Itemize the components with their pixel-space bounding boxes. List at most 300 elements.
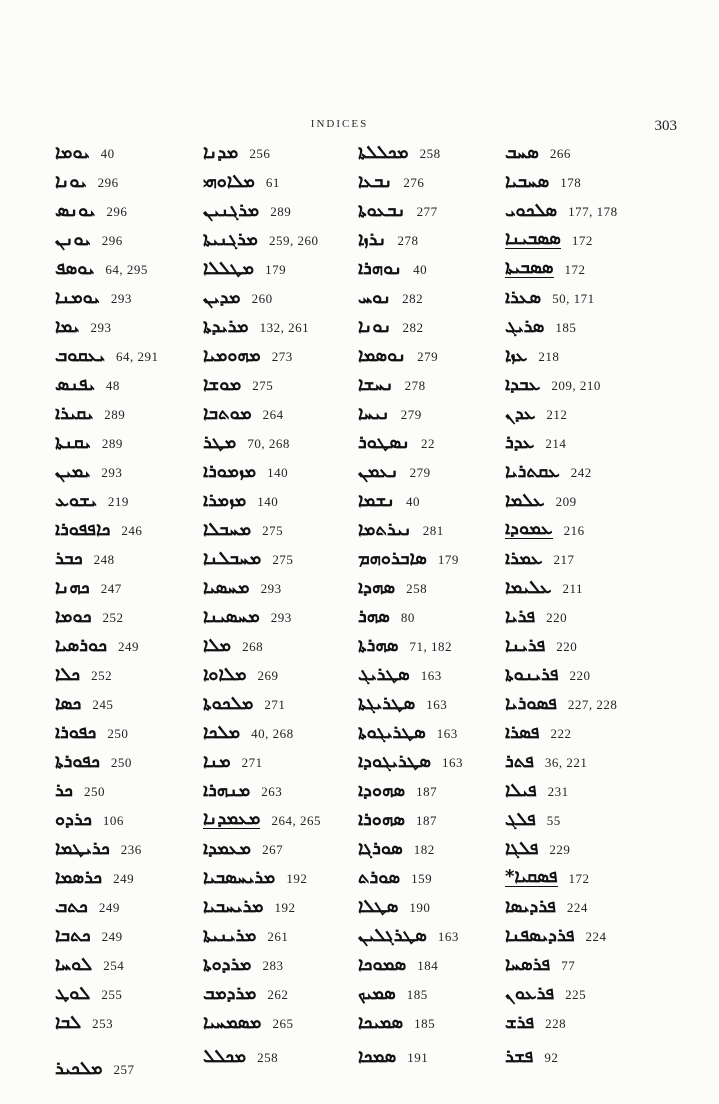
page-ref: 249 [98,899,120,915]
page-ref: 271 [241,754,263,770]
syriac-word: ܡܘܫܐ [203,373,242,395]
syriac-word: ܟܒܪ [55,547,83,569]
page-ref: 40 [406,493,421,509]
page-ref: 289 [101,435,123,451]
running-head [0,118,719,134]
page-ref: 296 [97,174,119,190]
syriac-word: ܦܪܕܝܣܦܢܐ [505,924,575,946]
index-entry [203,979,361,1008]
syriac-word: ܥܠܝܡܐ [505,576,552,598]
page-ref: 252 [102,609,124,625]
syriac-word: ܟܘܡܐ [55,605,92,627]
syriac-word: ܣܡܘܟܐ [358,953,407,975]
syriac-word: ܟܪ [55,779,73,801]
index-entry [55,341,205,370]
page-ref: 179 [265,261,287,277]
page-ref: 263 [261,783,283,799]
index-entry [55,399,205,428]
page-ref: 177, 178 [568,203,618,219]
page-ref: 277 [416,203,438,219]
index-entry [358,718,506,747]
index-entry [203,457,361,486]
syriac-word: ܡܕܝܢ [203,286,241,308]
page-ref: 140 [267,464,289,480]
index-entry [203,544,361,573]
syriac-word: ܣܣܒܝܬܐ [505,257,554,278]
page-ref: 61 [265,174,280,190]
syriac-word: ܝܩܢܬܐ [55,431,91,453]
index-entry [203,921,361,950]
syriac-word: ܦܪܝܢܐ [505,634,546,656]
syriac-word: ܢܝܚܐ [358,402,390,424]
syriac-word: ܥܡܪܐ [505,547,543,569]
page-ref: 267 [262,841,284,857]
index-entry [505,486,700,515]
syriac-word: ܠܒܐ [55,1011,82,1033]
index-entry [358,950,506,979]
page-ref: 163 [436,725,458,741]
index-entry [203,283,361,312]
index-entry [505,689,700,718]
syriac-word: ܡܪܕܘܬܐ [203,953,252,975]
page-ref: 179 [437,551,459,567]
index-entry [55,805,205,834]
index-entry [55,718,205,747]
page-ref: 50, 171 [552,290,595,306]
syriac-word: ܡܠܐ [203,634,232,656]
syriac-word: ܡܪܓܢܝܬܐ [203,228,258,250]
syriac-word: ܦܣܘܪܝܐ [505,692,557,714]
index-entry [55,486,205,515]
page-ref: 22 [421,435,436,451]
page-ref: 70, 268 [247,435,290,451]
index-entry [55,138,205,167]
index-entry [203,631,361,660]
page-ref: 282 [402,319,424,335]
syriac-word: ܡܠܟܝܪ [55,1057,103,1079]
index-entry [55,921,205,950]
page-ref: 275 [272,551,294,567]
syriac-word: ܢܝܪܬܡܐ [358,518,412,540]
syriac-word: ܝܘܢܐ [55,170,87,192]
index-entry [358,602,506,631]
index-entry [505,892,700,921]
page-ref: 245 [92,696,114,712]
index-entry [203,370,361,399]
index-entry [358,747,506,776]
index-entry [358,138,506,167]
index-entry [55,979,205,1008]
syriac-word: ܝܦܢܣ [55,373,95,395]
syriac-word: ܦܪܝܢܘܬܐ [505,663,559,685]
page-ref: 265 [272,1015,294,1031]
syriac-word: ܥܙܐ [505,344,528,366]
page-ref: 271 [264,696,286,712]
page-ref: 276 [403,174,425,190]
syriac-word: ܣܗܘܪܐ [358,808,405,830]
page-ref: 163 [426,696,448,712]
index-entry [55,312,205,341]
syriac-word: ܦܪܝܐ [505,605,536,627]
syriac-word: ܡܪܓܢܝܢ [203,199,260,221]
index-entry [358,1042,506,1071]
syriac-word: ܡܚܒܠܢܐ [203,547,262,569]
syriac-word: ܦܪܫ [505,1011,535,1033]
syriac-word: ܝܥܩܘܒ [55,344,106,366]
page-ref: 209 [555,493,577,509]
page-ref: 258 [257,1049,279,1065]
syriac-word: ܢܣܛܘܪ [358,431,411,453]
syriac-word: ܦܠܓ [505,808,536,830]
page-ref: 36, 221 [544,754,588,770]
index-entry [203,515,361,544]
index-entry [358,544,506,573]
page-ref: 250 [110,754,132,770]
index-entry [55,834,205,863]
page-ref: 279 [417,348,439,364]
page-ref: 269 [257,667,279,683]
page-ref: 293 [101,464,123,480]
syriac-word: ܡܟܠܠܬܐ [358,141,409,163]
page-ref: 185 [555,319,577,335]
index-entry [203,834,361,863]
page-ref: 296 [101,232,123,248]
index-entry [55,660,205,689]
page-ref: 229 [549,841,571,857]
page-ref: 247 [100,580,122,596]
page-ref: 256 [249,145,271,161]
index-entry [505,457,700,486]
syriac-word: ܡܪܕܡܒ [203,982,257,1004]
syriac-word: ܥܕܢ [505,402,536,424]
page-ref: 222 [550,725,572,741]
page-ref: 253 [92,1015,114,1031]
syriac-word: ܥܕܪ [505,431,535,453]
page-ref: 289 [104,406,126,422]
page-ref: 219 [107,493,129,509]
index-entry [203,138,361,167]
page-ref: 224 [566,899,588,915]
page-ref: 296 [106,203,128,219]
index-entry [55,428,205,457]
index-entry [505,341,700,370]
index-entry [505,747,700,776]
index-entry [358,399,506,428]
syriac-word: ܣܘܪܓܐ [358,837,403,859]
index-entry [55,863,205,892]
index-entry [358,341,506,370]
index-entry [203,602,361,631]
index-entry [203,167,361,196]
index-entry [358,863,506,892]
index-entry [505,950,700,979]
syriac-word: ܡܟܠܠ [203,1045,247,1067]
index-entry [505,573,700,602]
index-entry [55,515,205,544]
syriac-word: ܦܣܩܝܐ* [505,866,558,887]
page-ref: 185 [406,986,428,1002]
page-ref: 248 [93,551,115,567]
index-entry [505,312,700,341]
page-ref: 261 [267,928,289,944]
index-entry [505,834,700,863]
page-ref: 64, 295 [105,261,148,277]
index-entry [358,283,506,312]
index-entry [55,457,205,486]
page-ref: 282 [402,290,424,306]
syriac-word: ܣܥܪܐ [505,286,542,308]
syriac-word: ܡܢܗܪܐ [203,779,251,801]
page-ref: 279 [409,464,431,480]
page-ref: 190 [409,899,431,915]
syriac-word: ܦܠܓܐ [505,837,539,859]
syriac-word: ܣܠܟܘܝ [505,199,558,221]
page-ref: 172 [571,232,593,248]
syriac-word: ܣܗܪܬܐ [358,634,399,656]
page-ref: 192 [286,870,308,886]
syriac-word: ܣܘܪܬ [358,866,401,888]
index-entry [358,225,506,254]
index-entry [55,370,205,399]
page-ref: 159 [411,870,433,886]
syriac-word: ܡܠܐܘܐ [203,663,247,685]
index-entry [358,979,506,1008]
index-entry [358,167,506,196]
index-entry [55,776,205,805]
page-ref: 257 [113,1061,135,1077]
page-ref: 273 [271,348,293,364]
page-ref: 172 [564,261,586,277]
syriac-word: ܡܪܝܢܝܬܐ [203,924,257,946]
syriac-word: ܡܚܣܝܢܐ [203,605,260,627]
index-entry [55,225,205,254]
syriac-word: ܡܪܝܕܬܐ [203,315,249,337]
syriac-word: ܣܛܪܝܓܘܕܐ [358,750,432,772]
syriac-word: ܢܘܢܐ [358,315,392,337]
page-ref: 268 [242,638,264,654]
syriac-word: ܢܥܡܢ [358,460,399,482]
index-entry [55,892,205,921]
page-ref: 80 [400,609,415,625]
syriac-word: ܣܚܒܝܐ [505,170,550,192]
syriac-word: ܣܗܘܕܐ [358,779,406,801]
index-entry [55,602,205,631]
page-ref: 264 [262,406,284,422]
index-entry [358,370,506,399]
index-entry [203,747,361,776]
page-ref: 255 [101,986,123,1002]
index-entry [203,863,361,892]
folio-page-number: 303 [654,118,677,134]
page-ref: 266 [549,145,571,161]
syriac-word: ܠܘܚܐ [55,953,93,975]
page-ref: 48 [105,377,120,393]
syriac-word: ܟܣܐ [55,692,82,714]
page-ref: 212 [546,406,568,422]
index-entry [505,805,700,834]
page-ref: 242 [570,464,592,480]
page-ref: 262 [267,986,289,1002]
syriac-word: ܦܫܪ [505,1045,534,1067]
syriac-word: ܣܛܠܐ [358,895,399,917]
index-entry [358,805,506,834]
page-ref: 184 [417,957,439,973]
index-column-1 [55,138,205,1083]
syriac-word: ܣܛܪܝܓܬܐ [358,692,416,714]
index-entry [505,138,700,167]
syriac-word: ܡܢܐ [203,750,231,772]
syriac-word: ܡܙܡܘܪܐ [203,460,257,482]
page-ref: 246 [121,522,143,538]
index-entry [55,573,205,602]
index-entry [505,776,700,805]
syriac-word: ܣܡܝܟܐ [358,1011,404,1033]
page-ref: 71, 182 [409,638,452,654]
index-entry [203,486,361,515]
page-ref: 163 [442,754,464,770]
index-entry [203,341,361,370]
index-entry [203,660,361,689]
page-ref: 40 [413,261,428,277]
index-entry [505,399,700,428]
syriac-word: ܣܗܕܐ [358,576,396,598]
syriac-word: ܝܡܝܢ [55,460,91,482]
page-ref: 275 [252,377,274,393]
page-ref: 249 [101,928,123,944]
index-entry [358,776,506,805]
index-entry [203,892,361,921]
index-entry [55,689,205,718]
syriac-word: ܡܪܝܚܒܝܐ [203,895,264,917]
index-entry [505,283,700,312]
syriac-word: ܦܝܠܐ [505,779,537,801]
page-ref: 182 [413,841,435,857]
index-entry [505,718,700,747]
page-ref: 64, 291 [116,348,159,364]
index-column-4 [505,138,700,1071]
page-ref: 185 [414,1015,436,1031]
index-entry [55,544,205,573]
page-ref: 178 [560,174,582,190]
page-ref: 187 [415,812,437,828]
syriac-word: ܣܛܪܓܠܝܢ [358,924,427,946]
index-entry [203,254,361,283]
page-ref: 40 [100,145,115,161]
index-entry [505,1008,700,1037]
page-ref: 275 [262,522,284,538]
page-ref: 258 [406,580,428,596]
syriac-word: ܡܚܒܠܐ [203,518,252,540]
index-entry [505,602,700,631]
page-ref: 249 [118,638,140,654]
page-ref: 250 [83,783,105,799]
page-ref: 163 [437,928,459,944]
syriac-word: ܝܩܝܪܐ [55,402,94,424]
syriac-word: ܟܦܘܪܐ [55,721,97,743]
page-ref: 77 [561,957,576,973]
page-ref: 132, 261 [259,319,310,335]
syriac-word: ܟܪܝܛܡܐ [55,837,110,859]
syriac-word: ܝܘܡܐ [55,141,90,163]
page-ref: 209, 210 [551,377,601,393]
syriac-word: ܡܣܡܚܝܐ [203,1011,262,1033]
index-entry [55,747,205,776]
page-ref: 293 [90,319,112,335]
syriac-word: ܡܙܡܪܐ [203,489,247,511]
syriac-word: ܥܡܘܕܐ [505,518,553,539]
index-entry [358,921,506,950]
page-ref: 236 [120,841,142,857]
page-ref: 278 [404,377,426,393]
syriac-word: ܣܛܪܝܓܘܬܐ [358,721,426,743]
index-entry [358,515,506,544]
index-entry [505,863,700,892]
syriac-word: ܟܬܒ [55,895,88,917]
index-entry [358,254,506,283]
page-ref: 249 [113,870,135,886]
index-entry [358,834,506,863]
syriac-word: ܟܬܒܐ [55,924,91,946]
syriac-word: ܝܫܘܥ [55,489,97,511]
page-ref: 140 [257,493,279,509]
syriac-word: ܡܠܟܐ [203,721,241,743]
page-ref: 217 [553,551,575,567]
page-ref: 216 [563,522,585,538]
page-ref: 293 [260,580,282,596]
index-entry [55,1054,205,1083]
syriac-word: ܟܗܢܐ [55,576,90,598]
syriac-word: ܣܪܝܓ [505,315,545,337]
index-entry [55,254,205,283]
page-ref: 278 [397,232,419,248]
syriac-word: ܝܘܢܢ [55,228,91,250]
index-entry [55,631,205,660]
syriac-word: ܡܘܬܒܐ [203,402,252,424]
syriac-word: ܟܪܣܡܐ [55,866,103,888]
page-ref: 187 [416,783,438,799]
index-column-2 [203,138,361,1071]
index-entry [505,167,700,196]
page-ref: 260 [251,290,273,306]
syriac-word: ܣܐܒܪܘܗܡ [358,547,427,569]
page-ref: 192 [274,899,296,915]
page-ref: 259, 260 [268,232,319,248]
index-entry [358,689,506,718]
syriac-word: ܟܦܘܪܬܐ [55,750,100,772]
syriac-word: ܦܪܕܝܣܐ [505,895,556,917]
syriac-word: ܡܥܡܕܐ [203,837,252,859]
page-ref: 163 [420,667,442,683]
syriac-word: ܥܒܕܐ [505,373,541,395]
page-ref: 228 [545,1015,567,1031]
index-entry [358,312,506,341]
index-entry [358,631,506,660]
index-entry [358,892,506,921]
page-ref: 220 [556,638,578,654]
index-entry [203,196,361,225]
syriac-word: ܢܫܡܐ [358,489,396,511]
syriac-word: ܣܡܝܟ [358,982,396,1004]
index-entry [203,950,361,979]
index-entry [505,428,700,457]
syriac-word: ܟܠܐ [55,663,81,685]
syriac-word: ܣܚܒ [505,141,539,163]
syriac-word: ܡܛܪ [203,431,237,453]
page-ref: 254 [103,957,125,973]
index-column-3 [358,138,506,1071]
syriac-word: ܟܪܕܘ [55,808,92,830]
index-entry [358,486,506,515]
